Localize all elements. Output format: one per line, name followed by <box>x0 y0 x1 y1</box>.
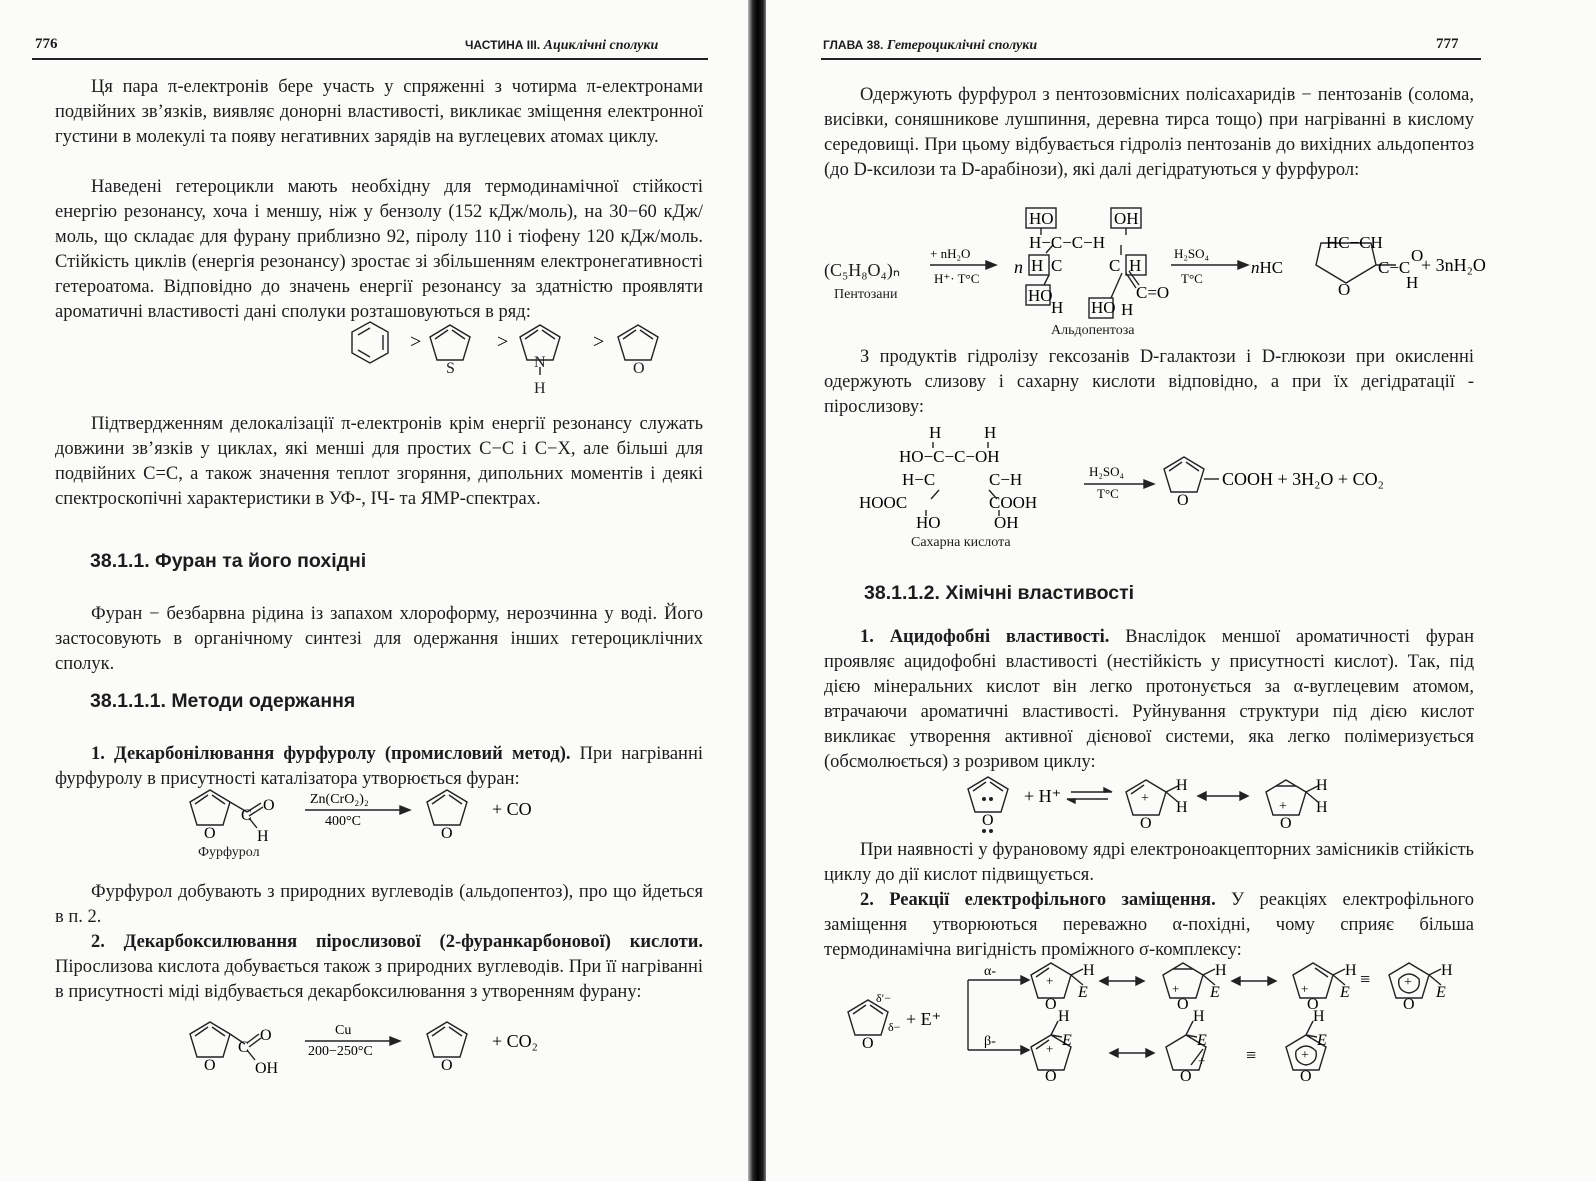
compound-label: Фурфурол <box>198 845 260 860</box>
svg-text:O: O <box>441 825 453 842</box>
svg-text:O: O <box>1307 996 1319 1013</box>
svg-text:H: H <box>1129 256 1142 275</box>
svg-text:O: O <box>263 797 275 814</box>
protonation-scheme <box>966 772 1346 834</box>
svg-text:OH: OH <box>255 1060 279 1077</box>
svg-text:H: H <box>1441 962 1453 979</box>
svg-text:+: + <box>1172 981 1180 996</box>
svg-text:>: > <box>410 331 422 353</box>
svg-text:+: + <box>1279 799 1287 814</box>
svg-text:H: H <box>929 423 942 442</box>
svg-text:H: H <box>1058 1008 1070 1025</box>
svg-text:+: + <box>1046 973 1054 988</box>
method-title: 2. Декарбоксилювання пірослизової (2-фуранкарбонової) кислоти. <box>91 932 703 952</box>
condition-top: + nH₂O <box>930 246 971 261</box>
paragraph: Ця пара π-електронів бере участь у спряженні з чотирма π-електронами подвійних зв’язків, виявляє донорні властивості, викликає зміщення електронної густини в молекулі та появу негативних зарядів на вуглецевих атомах циклу. <box>55 77 703 147</box>
product-label: + CO <box>492 799 532 819</box>
svg-text:C: C <box>1051 256 1063 275</box>
svg-text:+: + <box>1198 1053 1206 1068</box>
page-number: 777 <box>1436 36 1459 52</box>
svg-text:O: O <box>1403 996 1415 1013</box>
svg-text:δ−: δ− <box>888 1020 901 1034</box>
svg-text:δ′−: δ′− <box>876 991 892 1005</box>
svg-text:nHC: nHC <box>1251 258 1284 277</box>
running-header <box>823 38 1037 54</box>
svg-text:+: + <box>1046 1041 1054 1056</box>
svg-text:O: O <box>862 1035 874 1052</box>
svg-text:H: H <box>1345 962 1357 979</box>
paragraph: Одержують фурфурол з пентозовмісних полісахаридів − пентозанів (солома, висівки, соняшникове лушпиння, деревна тирса тощо) при нагріванні в кислому середовищі. При цьому відбувається гідроліз пентозанів до вихідних альдопентоз (до D-ксилози та D-арабінози), які далі дегідратуються у фурфурол: <box>824 85 1474 180</box>
paragraph: Фурфурол добувають з природних вуглеводів (альдопентоз), про що йдеться в п. 2. <box>55 882 703 927</box>
svg-text:HO: HO <box>1028 286 1053 305</box>
method-text: При нагріванні фурфуролу в присутності каталізатора утворюється фуран: <box>55 744 703 789</box>
compound-label: Пентозани <box>834 287 898 302</box>
svg-text:H: H <box>1313 1008 1325 1025</box>
catalyst-label: Zn(CrO₂)₂ <box>310 792 369 807</box>
condition-top: H₂SO₄ <box>1174 246 1210 261</box>
section-heading: 38.1.1.1. Методи одержання <box>90 690 356 712</box>
svg-text:C−C: C−C <box>1378 258 1411 277</box>
method-title: 1. Декарбонілювання фурфуролу (промисловий метод). <box>91 744 571 764</box>
svg-text:H−C−C−H: H−C−C−H <box>1029 233 1105 252</box>
svg-text:+: + <box>1404 975 1412 990</box>
svg-text:O: O <box>1280 815 1292 832</box>
beta-label: β- <box>984 1034 996 1049</box>
svg-text:O: O <box>1045 996 1057 1013</box>
header-rule <box>821 58 1481 60</box>
thiophene-ring <box>430 325 470 360</box>
saccharic-acid-scheme <box>854 422 1494 547</box>
condition-top: H₂SO₄ <box>1089 464 1125 479</box>
svg-text:O: O <box>1300 1068 1312 1085</box>
paragraph: Наведені гетероцикли мають необхідну для термодинамічної стійкості енергію резонансу, хоча і меншу, ніж у бензолу (152 кДж/моль), на 30−60 кДж/моль, що складає для фурану приблизно 92, піролу 110 і тіофену 120 кДж/моль. Стійкість циклів (енергія резонансу) зростає зі збільшенням електронегативності гетероатома. Відповідно до значень енергії резонансу за здатністю проявляти ароматичні властивості дані сполуки розташовуються в ряд: <box>55 177 703 322</box>
svg-text:H: H <box>1031 256 1044 275</box>
svg-text:O: O <box>441 1057 453 1074</box>
section-heading: 38.1.1.2. Хімічні властивості <box>864 582 1135 604</box>
svg-text:>: > <box>497 331 509 353</box>
svg-text:H: H <box>984 423 997 442</box>
svg-text:N: N <box>534 354 546 371</box>
svg-text:H: H <box>1406 273 1419 292</box>
svg-text:COOH: COOH <box>989 493 1038 512</box>
condition-bottom: H⁺· T°C <box>934 271 980 286</box>
reagent-formula: (C₅H₈O₄)ₙ <box>824 260 900 280</box>
paragraph <box>824 625 1474 775</box>
svg-text:≡: ≡ <box>1246 1045 1257 1065</box>
svg-text:H: H <box>1316 799 1328 816</box>
condition-bottom: T°C <box>1181 271 1203 286</box>
svg-text:H: H <box>1176 777 1188 794</box>
svg-text:E: E <box>1210 984 1220 1001</box>
paragraph <box>824 888 1474 963</box>
property-text: У реакціях електрофільного заміщення утворюються переважно α-похідні, чому сприяє більша термодинамічна вигідність проміжного σ-комплексу: <box>824 890 1474 960</box>
svg-text:O: O <box>1180 1068 1192 1085</box>
paragraph: З продуктів гідролізу гексозанів D-галактози і D-глюкози при окисленні одержують слизову і сахарну кислоти відповідно, а при їх дегідратації - пірослизову: <box>824 347 1474 417</box>
electrophile-label: + E⁺ <box>906 1009 942 1029</box>
left-page <box>0 0 752 1181</box>
paragraph: При наявності у фурановому ядрі електроноакцепторних замісників стійкість циклу до дії кислот підвищується. <box>824 840 1474 885</box>
alpha-label: α- <box>984 964 996 979</box>
method-text: Пірослизова кислота добувається також з природних вуглеводів. При її нагріванні в присутності міді відбувається декарбоксилювання з утворенням фурану: <box>55 957 703 1002</box>
furan-ring <box>618 325 658 360</box>
header-title: Ациклічні сполуки <box>543 38 659 53</box>
svg-text:>: > <box>593 331 605 353</box>
aromaticity-series <box>350 315 670 400</box>
pentosan-hydrolysis-scheme <box>926 203 1486 328</box>
svg-text:+: + <box>1301 981 1309 996</box>
electrophilic-substitution-scheme <box>846 955 1486 1090</box>
page-number: 776 <box>35 36 58 52</box>
svg-text:O: O <box>1338 280 1351 299</box>
svg-text:C=O: C=O <box>1136 283 1170 302</box>
product-label: COOH + 3H₂O + CO₂ <box>1222 469 1384 489</box>
svg-text:H: H <box>1316 777 1328 794</box>
svg-text:HC−CH: HC−CH <box>1326 233 1383 252</box>
product-label: + CO₂ <box>492 1031 538 1051</box>
header-rule <box>32 58 708 60</box>
svg-text:O: O <box>260 1027 272 1044</box>
svg-text:n: n <box>1014 257 1023 277</box>
svg-text:≡: ≡ <box>1360 969 1371 989</box>
svg-text:H: H <box>1051 298 1064 317</box>
svg-text:O: O <box>1177 996 1189 1013</box>
svg-text:O: O <box>1140 815 1152 832</box>
svg-text:OH: OH <box>1114 209 1139 228</box>
paragraph: Підтвердженням делокалізації π-електронів крім енергії резонансу служать довжини зв’язків у циклах, які менші для простих C−C і C−X, але більші для подвійних C=C, а також значення теплот згоряння, дипольних моментів і деякі спектроскопічні характеристики в УФ-, ІЧ- та ЯМР-спектрах. <box>55 414 703 509</box>
section-heading: 38.1.1. Фуран та його похідні <box>90 550 367 572</box>
svg-text:+: + <box>1301 1048 1309 1063</box>
compound-label: Альдопентоза <box>1051 323 1135 338</box>
svg-text:HO: HO <box>916 513 941 532</box>
benzene-ring <box>352 322 388 363</box>
paragraph <box>55 930 703 1005</box>
svg-text:C: C <box>1109 256 1121 275</box>
svg-text:E: E <box>1062 1032 1072 1049</box>
svg-text:H−C: H−C <box>902 470 936 489</box>
svg-text:E: E <box>1340 984 1350 1001</box>
svg-text:E: E <box>1197 1032 1207 1049</box>
property-title: 1. Ацидофобні властивості. <box>860 627 1110 647</box>
condition-bottom: T°C <box>1097 486 1119 501</box>
svg-text:C: C <box>241 807 252 824</box>
svg-text:E: E <box>1317 1032 1327 1049</box>
temperature-label: 200−250°C <box>308 1044 373 1059</box>
svg-text:+: + <box>1141 791 1149 806</box>
svg-text:HO: HO <box>1091 298 1116 317</box>
svg-text:O: O <box>633 360 645 377</box>
svg-text:O: O <box>982 812 994 829</box>
svg-text:H: H <box>1121 300 1134 319</box>
svg-text:H: H <box>1083 962 1095 979</box>
svg-text:O: O <box>204 825 216 842</box>
svg-text:OH: OH <box>994 513 1019 532</box>
proton-label: + H⁺ <box>1024 786 1062 806</box>
svg-text:O: O <box>1411 246 1424 265</box>
property-title: 2. Реакції електрофільного заміщення. <box>860 890 1216 910</box>
book-gutter <box>748 0 768 1181</box>
compound-label: Сахарна кислота <box>911 535 1011 550</box>
decarboxylation-scheme <box>185 1017 585 1087</box>
svg-text:O: O <box>204 1057 216 1074</box>
property-text: Внаслідок меншої ароматичності фуран проявляє ацидофобні властивості (нестійкість у присутності кислот). Так, під дією мінеральних кислот він легко протонується за α-вуглецевим атомом, втрачаючи ароматичні властивості. Руйнування структури під дією кислот викликає утворення активної дієнової системи, яка легко полімеризується (обсмолюється) з розривом циклу: <box>824 627 1474 772</box>
header-part: ГЛАВА 38. <box>823 38 884 52</box>
right-page <box>766 0 1596 1181</box>
svg-text:H: H <box>534 380 546 397</box>
svg-text:H: H <box>257 828 269 845</box>
svg-text:O: O <box>1045 1068 1057 1085</box>
svg-text:C: C <box>238 1039 249 1056</box>
temperature-label: 400°C <box>325 814 361 829</box>
catalyst-label: Cu <box>335 1023 352 1038</box>
svg-text:O: O <box>1177 492 1189 509</box>
svg-text:C−H: C−H <box>989 470 1023 489</box>
svg-text:E: E <box>1078 984 1088 1001</box>
svg-text:HO: HO <box>1029 209 1054 228</box>
svg-text:H: H <box>1215 962 1227 979</box>
product-label: + 3nH₂O <box>1421 255 1486 275</box>
svg-text:H: H <box>1193 1008 1205 1025</box>
svg-text:HOOC: HOOC <box>859 493 908 512</box>
paragraph: Фуран − безбарвна рідина із запахом хлороформу, нерозчинна у воді. Його застосовують в органічному синтезі для одержання інших гетероциклічних сполук. <box>55 604 703 674</box>
header-part: ЧАСТИНА III. <box>465 38 541 52</box>
svg-text:E: E <box>1436 984 1446 1001</box>
running-header <box>465 38 658 54</box>
header-title: Гетероциклічні сполуки <box>886 38 1038 53</box>
svg-text:H: H <box>1176 799 1188 816</box>
svg-text:HO−C−C−OH: HO−C−C−OH <box>899 447 1000 466</box>
svg-text:S: S <box>446 360 455 377</box>
